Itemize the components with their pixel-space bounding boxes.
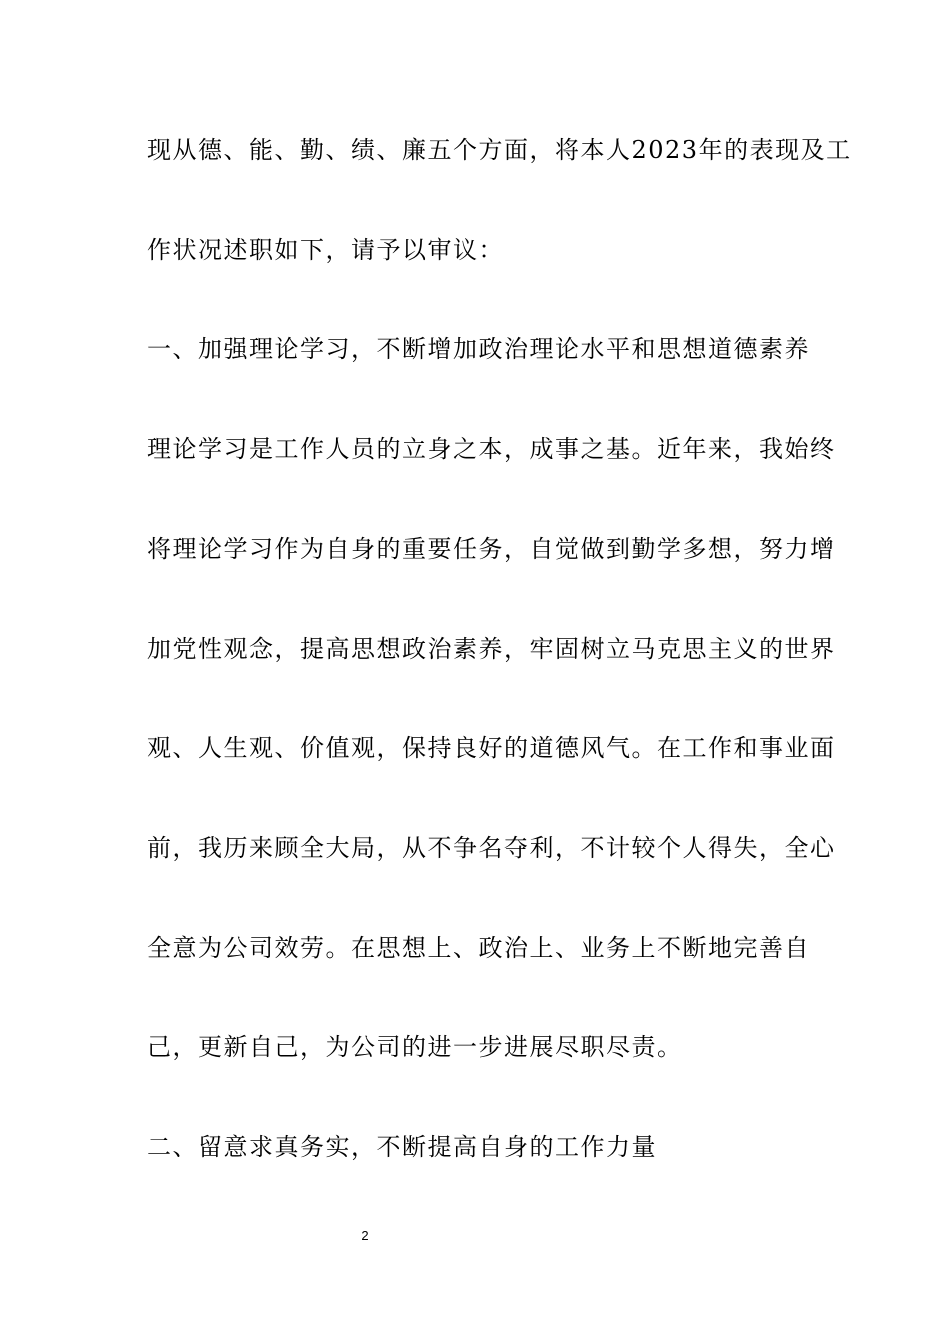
text-line: 理论学习是工作人员的立身之本，成事之基。近年来，我始终 [147,435,836,463]
text-line: 将理论学习作为自身的重要任务，自觉做到勤学多想，努力增 [147,535,836,563]
section-heading: 二、留意求真务实，不断提高自身的工作力量 [147,1133,657,1161]
page-number: 2 [361,1228,369,1243]
text-line: 现从德、能、勤、绩、廉五个方面，将本人2023年的表现及工 [147,136,852,164]
text-line: 己，更新自己，为公司的进一步进展尽职尽责。 [147,1033,683,1061]
text-line: 全意为公司效劳。在思想上、政治上、业务上不断地完善自 [147,934,810,962]
section-heading: 一、加强理论学习，不断增加政治理论水平和思想道德素养 [147,335,810,363]
text-line: 加党性观念，提高思想政治素养，牢固树立马克思主义的世界 [147,635,836,663]
text-line: 观、人生观、价值观，保持良好的道德风气。在工作和事业面 [147,734,836,762]
text-line: 前，我历来顾全大局，从不争名夺利，不计较个人得失，全心 [147,834,836,862]
text-line: 作状况述职如下，请予以审议： [147,236,504,264]
